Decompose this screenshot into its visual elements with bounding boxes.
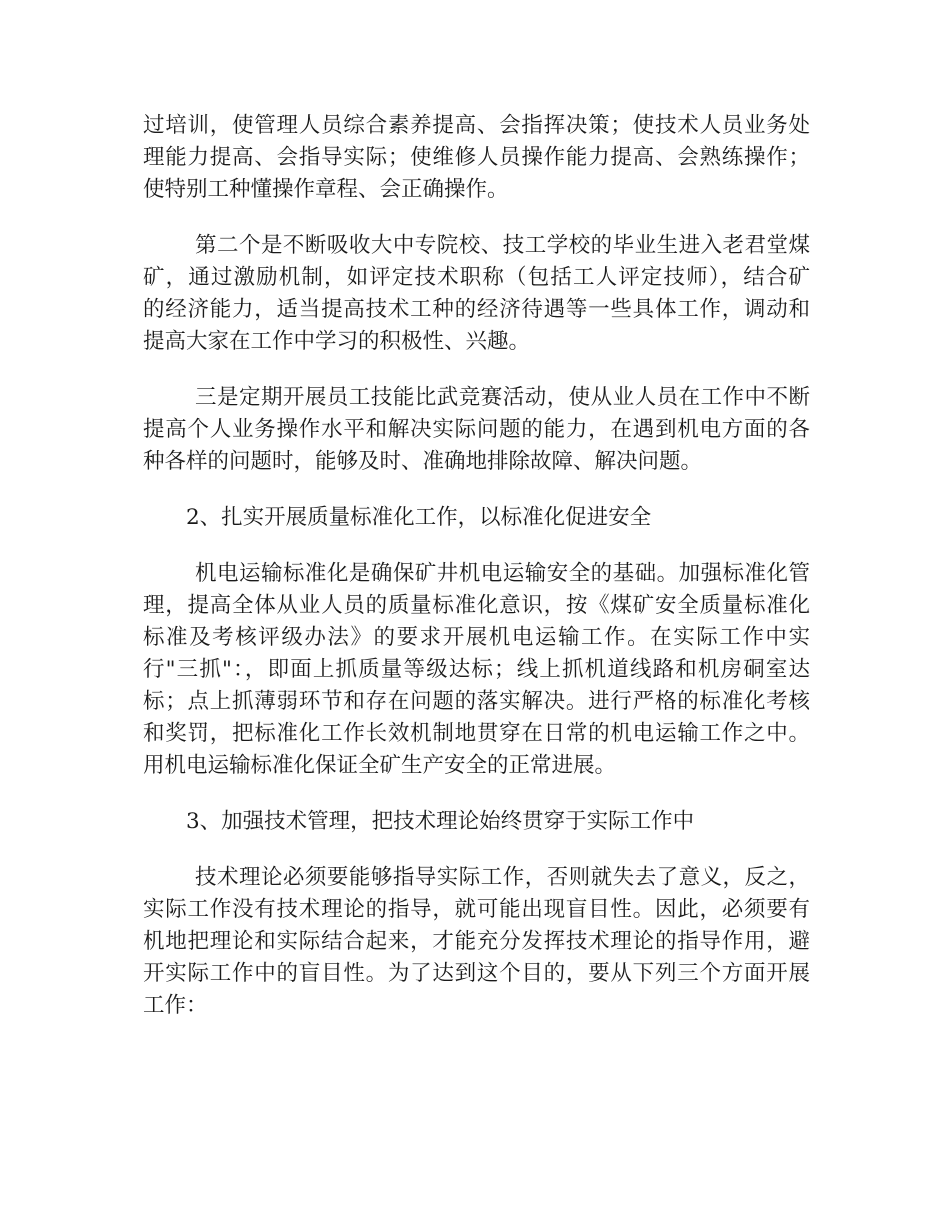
text-line: 提高大家在工作中学习的积极性、兴趣。: [143, 329, 531, 354]
text-line: 3、加强技术管理，把技术理论始终贯穿于实际工作中: [186, 809, 695, 834]
text-line: 第二个是不断吸收大中专院校、技工学校的毕业生进入老君堂煤: [195, 233, 810, 258]
text-line: 用机电运输标准化保证全矿生产安全的正常进展。: [143, 753, 617, 778]
text-line: 种各样的问题时，能够及时、准确地排除故障、解决问题。: [143, 449, 703, 474]
section-heading: [143, 806, 810, 838]
text-line: 提高个人业务操作水平和解决实际问题的能力，在遇到机电方面的各: [143, 417, 810, 442]
text-line: 的经济能力，适当提高技术工种的经济待遇等一些具体工作，调动和: [143, 297, 810, 322]
text-line: 和奖罚，把标准化工作长效机制地贯穿在日常的机电运输工作之中。: [143, 721, 810, 746]
text-line: 机地把理论和实际结合起来，才能充分发挥技术理论的指导作用，避: [143, 929, 810, 954]
paragraph: [143, 230, 810, 358]
text-line: 过培训，使管理人员综合素养提高、会指挥决策；使技术人员业务处: [143, 113, 810, 138]
text-line: 行"三抓"：，即面上抓质量等级达标；线上抓机道线路和机房硐室达: [143, 657, 810, 682]
text-line: 三是定期开展员工技能比武竞赛活动，使从业人员在工作中不断: [195, 385, 810, 410]
text-line: 使特别工种懂操作章程、会正确操作。: [143, 177, 509, 202]
text-line: 2、扎实开展质量标准化工作，以标准化促进安全: [186, 505, 652, 530]
text-line: 开实际工作中的盲目性。为了达到这个目的，要从下列三个方面开展: [143, 961, 810, 986]
paragraph: [143, 382, 810, 478]
text-line: 技术理论必须要能够指导实际工作，否则就失去了意义，反之，: [195, 865, 810, 890]
text-line: 标准及考核评级办法》的要求开展机电运输工作。在实际工作中实: [143, 625, 810, 650]
paragraph: [143, 862, 810, 1022]
text-line: 机电运输标准化是确保矿井机电运输安全的基础。加强标准化管: [195, 561, 810, 586]
paragraph: [143, 558, 810, 782]
document-body: [143, 110, 810, 1046]
section-heading: [143, 502, 810, 534]
text-line: 理，提高全体从业人员的质量标准化意识，按《煤矿安全质量标准化: [143, 593, 810, 618]
text-line: 理能力提高、会指导实际；使维修人员操作能力提高、会熟练操作；: [143, 145, 810, 170]
text-line: 矿，通过激励机制，如评定技术职称（包括工人评定技师），结合矿: [143, 265, 810, 290]
paragraph: [143, 110, 810, 206]
text-line: 工作：: [143, 993, 208, 1018]
text-line: 实际工作没有技术理论的指导，就可能出现盲目性。因此，必须要有: [143, 897, 810, 922]
text-line: 标；点上抓薄弱环节和存在问题的落实解决。进行严格的标准化考核: [143, 689, 810, 714]
